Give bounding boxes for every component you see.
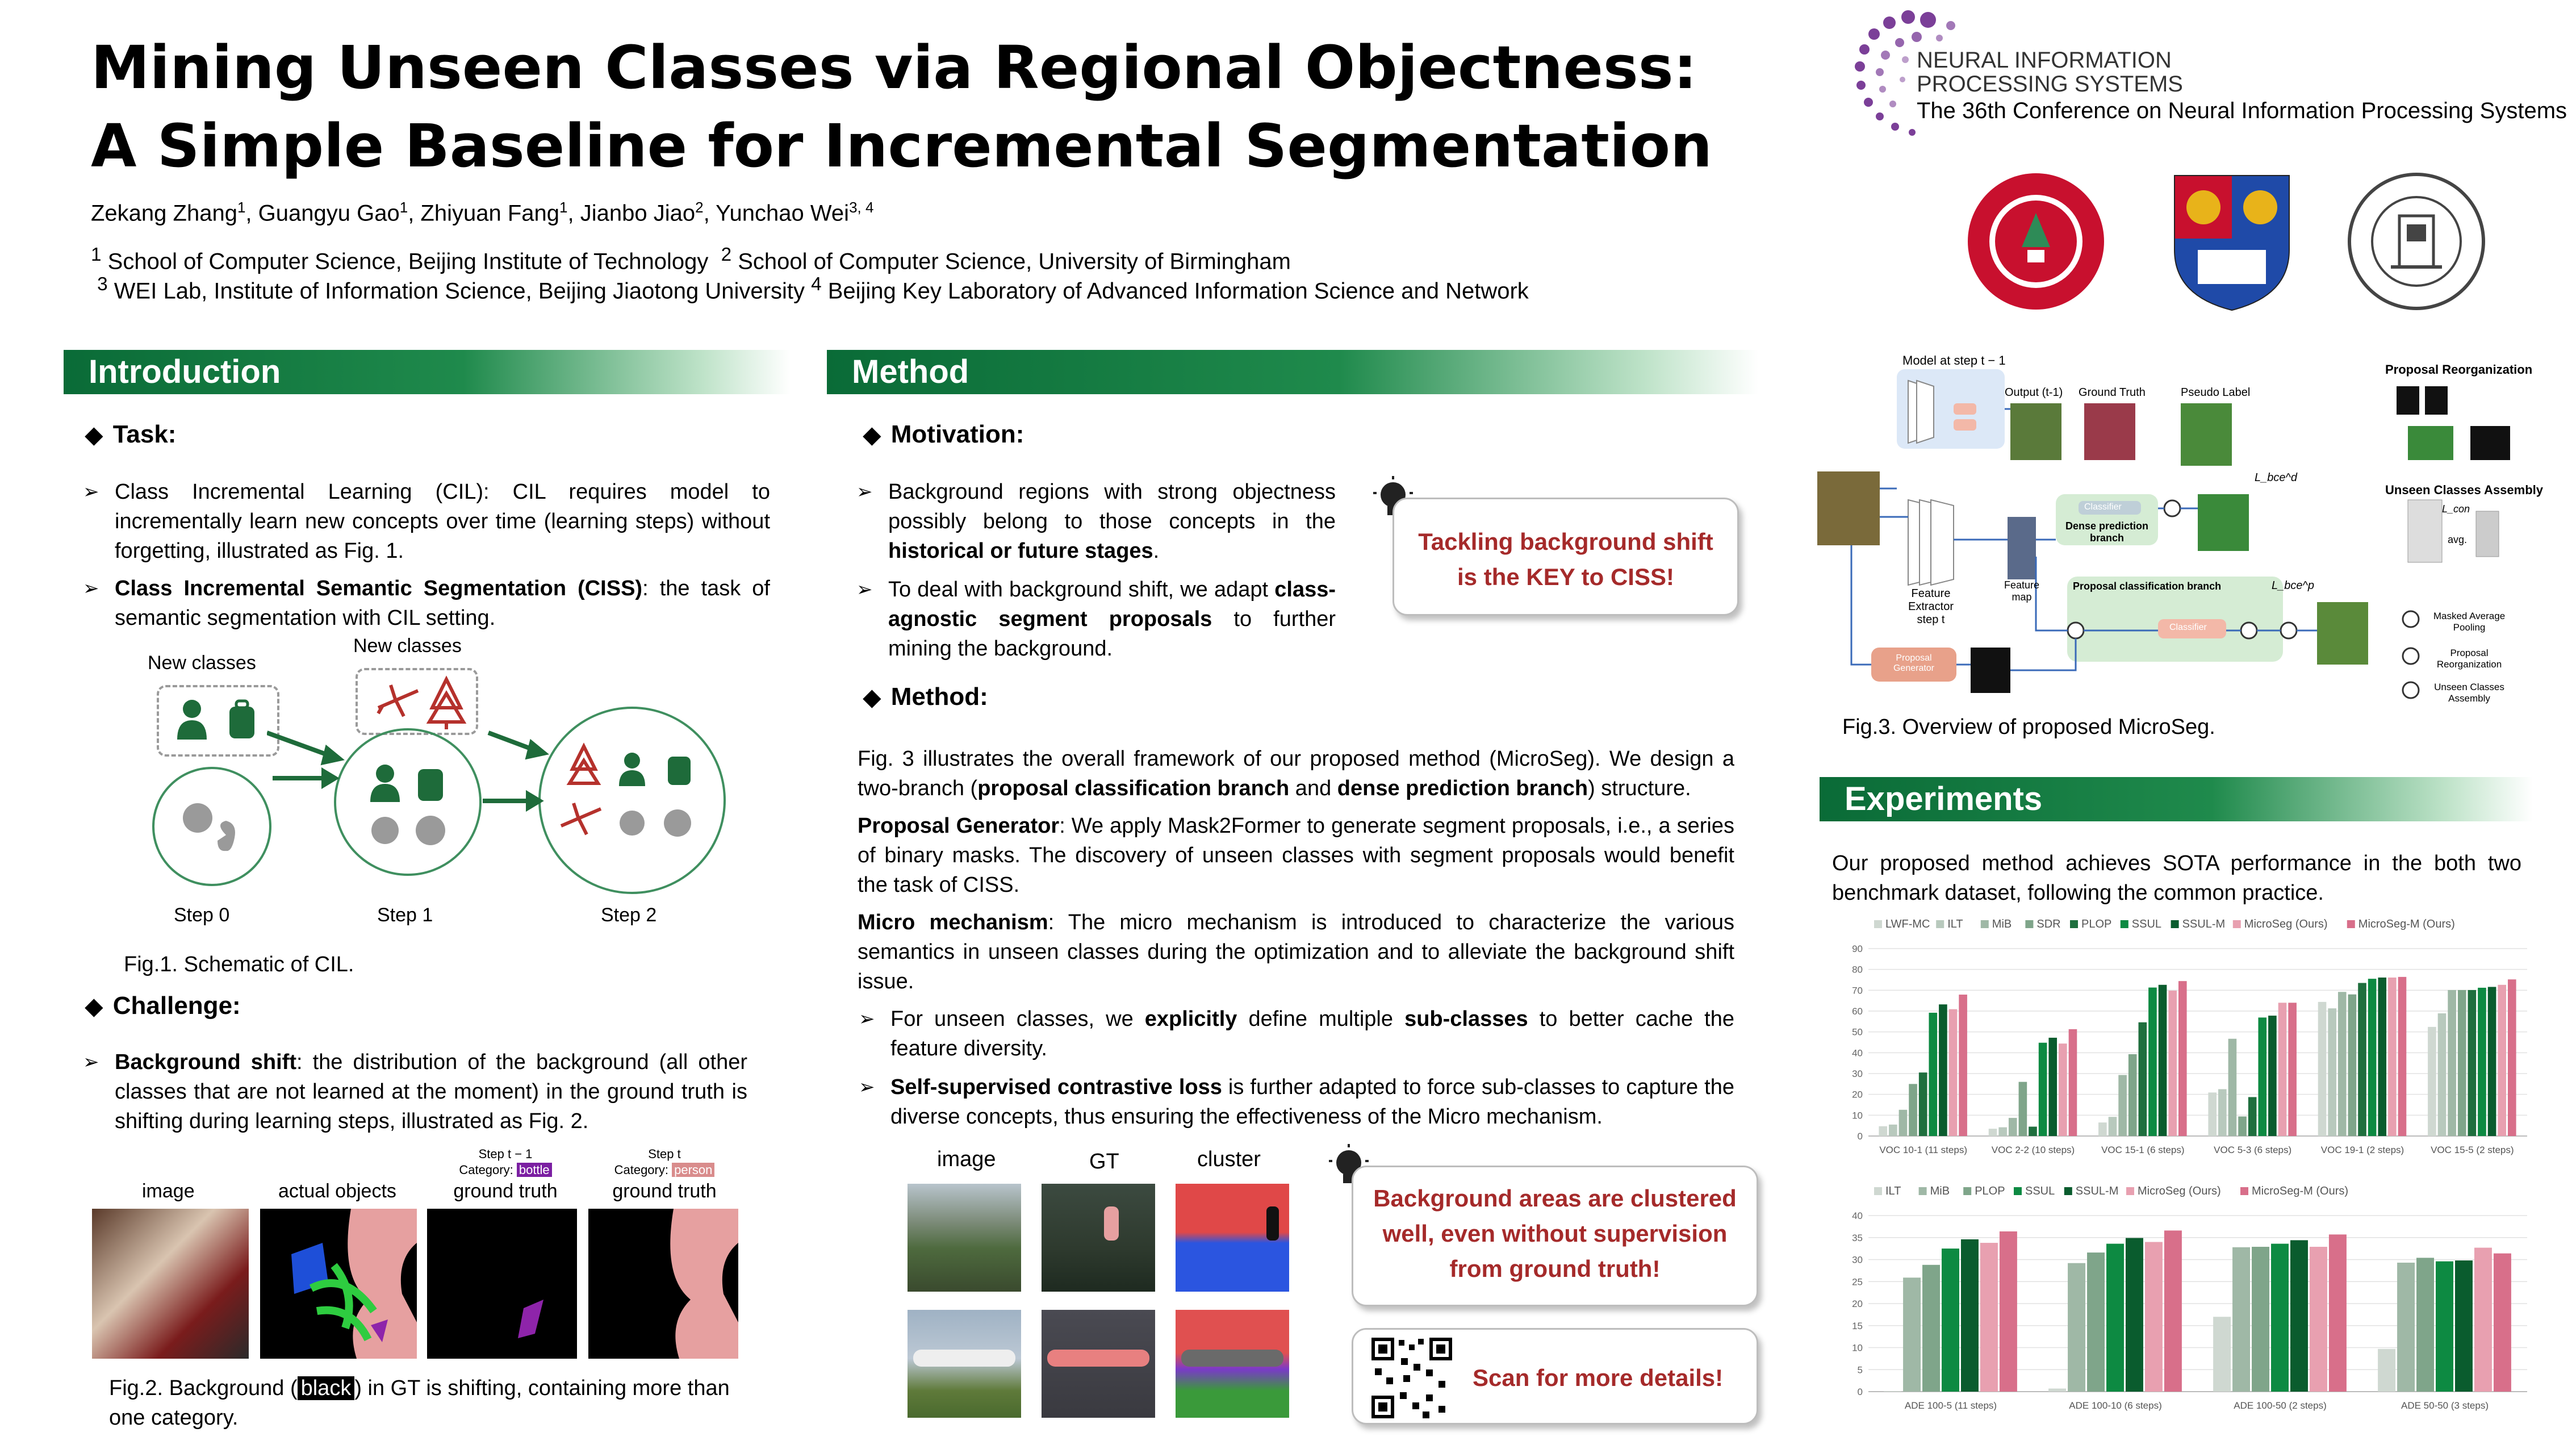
bar [1919, 1072, 1927, 1136]
affiliation-line-1: $^1$ School of Computer Science, Beijing Institute of Technology $^2$ School of Computer Science, University of Birmingham [91, 244, 1291, 274]
y-tick-label: 0 [1857, 1387, 1863, 1397]
legend-label: SSUL-M [2182, 918, 2226, 930]
bar [2290, 1240, 2308, 1392]
author-name: Guangyu Gao [258, 201, 400, 226]
bjtu-emblem-icon [2345, 170, 2487, 312]
legend-label: PLOP [2081, 918, 2112, 930]
bar [2145, 1242, 2163, 1392]
y-tick-label: 10 [1852, 1342, 1863, 1354]
bar [2448, 990, 2456, 1136]
author-affiliation-mark: 3, 4 [849, 199, 874, 216]
fig3-lcon: L_con [2442, 503, 2470, 515]
x-tick-label: VOC 5-3 (6 steps) [2214, 1145, 2292, 1155]
fig3-gt-label: Ground Truth [2079, 386, 2146, 399]
fig1-new-classes-label-2: New classes [353, 635, 462, 657]
legend-item [2233, 918, 2328, 930]
legend-label: ILT [1885, 1185, 1901, 1197]
y-tick-label: 15 [1852, 1320, 1863, 1331]
bar [2388, 978, 2397, 1136]
title-line-2: A Simple Baseline for Incremental Segmentation [91, 111, 1713, 181]
bar [2438, 1013, 2447, 1136]
legend-swatch [2064, 1187, 2072, 1195]
bar [2348, 995, 2357, 1136]
bar [2508, 979, 2516, 1136]
bar [2238, 1117, 2247, 1136]
bar [2278, 1003, 2287, 1136]
y-tick-label: 25 [1852, 1276, 1863, 1288]
fig3-legend-r: Proposal Reorganization [2436, 648, 2502, 670]
bar [2164, 1230, 2182, 1392]
bar [2458, 990, 2466, 1136]
bar [2455, 1260, 2473, 1392]
legend-item [1936, 918, 1963, 930]
legend-label: ILT [1947, 918, 1963, 930]
author-name: Jianbo Jiao [580, 201, 696, 226]
fig3-dense-branch: Dense prediction branch [2065, 520, 2149, 544]
author-affiliation-mark: 1 [399, 199, 408, 216]
legend-swatch [1874, 920, 1882, 928]
bar [2232, 1247, 2250, 1392]
y-tick-label: 70 [1852, 985, 1863, 996]
legend-item [2126, 1185, 2221, 1197]
legend-item [1963, 1185, 2005, 1197]
legend-label: MicroSeg (Ours) [2244, 918, 2328, 930]
fig2-image-label: image [142, 1180, 195, 1202]
bar [1879, 1126, 1887, 1136]
experiments-intro: Our proposed method achieves SOTA performance in the both two benchmark dataset, following the common practice. [1832, 851, 2521, 905]
bar [2248, 1097, 2257, 1136]
legend-item [1874, 1185, 1901, 1197]
cluster-img-1 [908, 1184, 1021, 1292]
legend-label: SSUL-M [2075, 1185, 2119, 1197]
method-paragraph-1: Fig. 3 illustrates the overall framework of our proposed method (MicroSeg). We design a two-branch (proposal classification branch and dense prediction branch) structure. [858, 747, 1734, 800]
legend-label: PLOP [1975, 1185, 2005, 1197]
bar [2271, 1244, 2289, 1392]
bar [2252, 1247, 2269, 1392]
author-name: Zekang Zhang [91, 201, 237, 226]
motivation-heading: ◆ Motivation: [863, 420, 1024, 448]
fig3-model-label: Model at step t − 1 [1902, 353, 2006, 368]
x-tick-label: ADE 100-50 (2 steps) [2234, 1400, 2327, 1411]
motivation-bullet-2: ➢ To deal with background shift, we adapt class-agnostic segment proposals to further mining the background. [856, 578, 1336, 661]
legend-swatch [1981, 920, 1989, 928]
legend-item [2171, 918, 2226, 930]
poster-title [91, 28, 1712, 185]
bar [2000, 1231, 2017, 1392]
bar [1884, 1391, 1901, 1392]
x-tick-label: ADE 100-10 (6 steps) [2069, 1400, 2162, 1411]
fig2-actual-objects [260, 1209, 417, 1359]
bar [1989, 1129, 1997, 1136]
fig3-proposal-generator: Proposal Generator [1893, 653, 1935, 673]
bar [2329, 1234, 2347, 1392]
legend-swatch [2025, 920, 2033, 928]
section-method-header: Method [827, 350, 1758, 394]
cluster-col-image: image [937, 1147, 996, 1171]
legend-item [2121, 918, 2161, 930]
bar [1889, 1125, 1897, 1136]
bar [2148, 988, 2157, 1136]
bar [2310, 1247, 2327, 1392]
qr-callout[interactable] [1352, 1328, 1758, 1425]
neurips-name: NEURAL INFORMATION PROCESSING SYSTEMS [1917, 48, 2183, 97]
legend-item [1919, 1185, 1950, 1197]
bar [2288, 1003, 2297, 1136]
section-introduction-header: Introduction [64, 350, 791, 394]
legend-label: MicroSeg (Ours) [2138, 1185, 2221, 1197]
bar [2488, 987, 2496, 1136]
bar [1939, 1004, 1947, 1136]
fig2-caption: Fig.2. Background ( black ) in GT is shifting, containing more than one category. [109, 1376, 730, 1430]
ball-apple-icons [152, 767, 271, 886]
bar [1909, 1084, 1917, 1136]
bar [2398, 977, 2407, 1136]
x-tick-label: VOC 10-1 (11 steps) [1879, 1145, 1967, 1155]
fig3-legend-m: Masked Average Pooling [2433, 611, 2506, 633]
fig2-gt2-label: ground truth [612, 1180, 717, 1202]
bar [1961, 1239, 1979, 1392]
bar [2087, 1252, 2105, 1392]
legend-swatch [2070, 920, 2078, 928]
fig1-new-classes-box-1 [157, 685, 279, 757]
figure-3-framework [1817, 352, 2544, 716]
cluster-gt-2 [1042, 1310, 1155, 1418]
fig2-step-t: Step t Category: person [591, 1146, 738, 1178]
bar [1998, 1128, 2007, 1136]
fig1-new-classes-box-2 [356, 668, 478, 735]
bar [2039, 1043, 2047, 1136]
method-bullet-contrastive: ➢ Self-supervised contrastive loss is further adapted to force sub-classes to capture the diverse concepts, thus ensuring the effectiveness of the Micro mechanism. [859, 1075, 1734, 1129]
bar [2019, 1082, 2027, 1136]
legend-label: MiB [1992, 918, 2012, 930]
legend-swatch [2171, 920, 2179, 928]
y-tick-label: 50 [1852, 1026, 1863, 1038]
legend-swatch [2233, 920, 2241, 928]
person-backpack-icons [157, 685, 279, 757]
challenge-bullet-1: ➢ Background shift: the distribution of the background (all other classes that are not learned at the moment) in the ground truth is shifting during learning steps, illustrated as Fig. 2. [83, 1050, 747, 1133]
bar [2428, 1027, 2436, 1136]
legend-swatch [2121, 920, 2128, 928]
legend-item [2347, 918, 2455, 930]
x-tick-label: ADE 50-50 (3 steps) [2401, 1400, 2489, 1411]
bar [2328, 1008, 2336, 1136]
fig1-step0-circle [152, 767, 271, 886]
x-tick-label: VOC 15-5 (2 steps) [2431, 1145, 2514, 1155]
bar [2318, 1002, 2327, 1136]
fig1-step2-circle [538, 707, 726, 894]
ade-results-chart [1840, 1181, 2533, 1420]
bar [1949, 1009, 1958, 1136]
bar [2048, 1389, 2066, 1392]
bar [1959, 995, 1967, 1136]
bar [2029, 1127, 2037, 1137]
bar [2468, 990, 2477, 1136]
y-tick-label: 40 [1852, 1210, 1863, 1221]
fig3-output-label: Output (t-1) [2005, 386, 2063, 399]
bar [2048, 1038, 2057, 1136]
legend-label: MiB [1930, 1185, 1950, 1197]
bit-logo [1965, 170, 2107, 312]
y-tick-label: 20 [1852, 1089, 1863, 1100]
bar [2098, 1122, 2107, 1136]
fig2-gt1-label: ground truth [453, 1180, 558, 1202]
author-list: Zekang Zhang$^1$, Guangyu Gao$^1$, Zhiyuan Fang$^1$, Jianbo Jiao$^2$, Yunchao Wei$^{3, 4}$ [91, 199, 874, 226]
author-name: Yunchao Wei [716, 201, 850, 226]
legend-swatch [2126, 1187, 2134, 1195]
bar [2258, 1017, 2266, 1136]
bar [2213, 1317, 2231, 1392]
bar [2474, 1248, 2492, 1392]
bar [1922, 1265, 1940, 1392]
y-tick-label: 30 [1852, 1254, 1863, 1266]
bar [2268, 1016, 2277, 1136]
birmingham-shield-icon [2169, 170, 2294, 312]
legend-label: LWF-MC [1885, 918, 1930, 930]
bjtu-logo [2345, 170, 2487, 312]
bar [2126, 1238, 2143, 1392]
bar [2436, 1262, 2453, 1392]
legend-swatch [2347, 920, 2355, 928]
legend-swatch [1919, 1187, 1927, 1195]
bar [2118, 1075, 2127, 1136]
x-tick-label: VOC 19-1 (2 steps) [2320, 1145, 2404, 1155]
qr-callout-text: Scan for more details! [1473, 1364, 1724, 1391]
legend-item [2064, 1185, 2119, 1197]
bar [2494, 1254, 2511, 1392]
bar [1899, 1110, 1908, 1136]
fig3-loss-proposal: L_bce^p [2272, 579, 2314, 592]
fig3-loss-dense: L_bce^d [2255, 471, 2297, 484]
fig3-avg: avg. [2448, 534, 2468, 545]
legend-label: MicroSeg-M (Ours) [2252, 1185, 2349, 1197]
fig2-caption-black: black [298, 1376, 355, 1400]
bar [1929, 1013, 1937, 1136]
y-tick-label: 5 [1857, 1364, 1863, 1376]
y-tick-label: 0 [1857, 1131, 1863, 1142]
fig1-new-classes-label-1: New classes [148, 652, 256, 674]
conference-full-name: The 36th Conference on Neural Information Processing Systems [1917, 98, 2567, 123]
fig1-caption: Fig.1. Schematic of CIL. [124, 953, 354, 976]
fig3-classifier-1: Classifier [2084, 502, 2122, 512]
y-tick-label: 40 [1852, 1047, 1863, 1059]
bar [2208, 1092, 2217, 1136]
method-paragraph-2: Proposal Generator: We apply Mask2Former to generate segment proposals, i.e., a series of binary masks. The discovery of unseen classes with segment proposals would benefit the task of CISS. [858, 814, 1735, 897]
legend-label: SSUL [2025, 1185, 2055, 1197]
fig2-objects-label: actual objects [278, 1180, 396, 1202]
fig3-assembly-label: Unseen Classes Assembly [2385, 483, 2543, 497]
fig3-pseudo-label: Pseudo Label [2181, 386, 2251, 399]
legend-swatch [2240, 1187, 2248, 1195]
method-heading: ◆ Method: [863, 683, 988, 711]
author-name: Zhiyuan Fang [420, 201, 560, 226]
y-tick-label: 10 [1852, 1110, 1863, 1121]
method-paragraph-3: Micro mechanism: The micro mechanism is introduced to characterize the various semantics in unseen classes during the optimization and to alleviate the background shift issue. [858, 911, 1734, 993]
fig2-ground-truth-2 [588, 1209, 738, 1359]
bit-emblem-icon [1965, 170, 2107, 312]
x-tick-label: VOC 15-1 (6 steps) [2101, 1145, 2185, 1155]
bar [2218, 1089, 2227, 1137]
motivation-bullet-1: ➢ Background regions with strong objectness possibly belong to those concepts in the historical or future stages. [856, 480, 1336, 563]
author-affiliation-mark: 2 [695, 199, 704, 216]
bar [2106, 1244, 2124, 1392]
bar [2059, 1043, 2067, 1136]
fig3-reorg-label: Proposal Reorganization [2385, 362, 2533, 377]
bar [2368, 979, 2377, 1136]
task-bullet-2: ➢ Class Incremental Semantic Segmentation (CISS): the task of semantic segmentation with CIL setting. [83, 577, 770, 630]
fig2-step-t-1: Step t − 1 Category: bottle [432, 1146, 579, 1178]
fig3-feature-map: Feature map [2004, 579, 2040, 603]
fig3-feature-extractor: Feature Extractor step t [1908, 587, 1954, 626]
cluster-col-gt: GT [1089, 1150, 1119, 1174]
fig3-legend-p: Unseen Classes Assembly [2434, 682, 2504, 704]
fig1-step1-label: Step 1 [377, 904, 433, 926]
challenge-heading: ◆ Challenge: [85, 992, 241, 1020]
x-tick-label: VOC 2-2 (10 steps) [1991, 1145, 2075, 1155]
cluster-gt-1 [1042, 1184, 1155, 1292]
legend-swatch [1936, 920, 1944, 928]
y-tick-label: 20 [1852, 1298, 1863, 1309]
bar [2109, 1117, 2117, 1136]
cluster-map-1 [1176, 1184, 1289, 1292]
bar [2168, 991, 2177, 1136]
bar [2338, 992, 2347, 1136]
fig3-proposal-branch: Proposal classification branch [2073, 581, 2222, 592]
bar [2378, 1349, 2395, 1392]
bar [2178, 981, 2187, 1136]
fig2-photo [92, 1209, 249, 1359]
task-bullet-1: ➢ Class Incremental Learning (CIL): CIL requires model to incrementally learn new concepts over time (learning steps) without forgetting, illustrated as Fig. 1. [83, 480, 770, 563]
step2-icons [538, 707, 726, 894]
legend-label: MicroSeg-M (Ours) [2358, 918, 2455, 930]
y-tick-label: 90 [1852, 943, 1863, 954]
callout-key-to-ciss: Tackling background shift is the KEY to CISS! [1392, 498, 1739, 616]
fig3-caption: Fig.3. Overview of proposed MicroSeg. [1842, 715, 2215, 739]
bar [2378, 978, 2386, 1136]
legend-item [2014, 1185, 2055, 1197]
bar [2498, 985, 2506, 1136]
bar [2478, 988, 2486, 1136]
x-tick-label: ADE 100-5 (11 steps) [1904, 1400, 1997, 1411]
bar [2069, 1029, 2077, 1136]
neurips-logo [1849, 3, 2567, 145]
legend-swatch [2014, 1187, 2022, 1195]
bar [1942, 1248, 1959, 1392]
bar [2416, 1258, 2434, 1392]
bar [2358, 983, 2366, 1137]
legend-item [1874, 918, 1930, 930]
bar [2159, 985, 2167, 1136]
bar [2397, 1263, 2415, 1392]
fig2-ground-truth-1 [427, 1209, 577, 1359]
fig2-category-bottle: bottle [517, 1163, 552, 1177]
callout-background-clustered: Background areas are clustered well, even without supervision from ground truth! [1352, 1166, 1758, 1306]
legend-item [2070, 918, 2111, 930]
affiliation-line-2: $^3$ WEI Lab, Institute of Information Science, Beijing Jiaotong University $^4$ Beijing Key Laboratory of Advanced Information Science and Network [97, 274, 1529, 304]
bar [2009, 1118, 2017, 1136]
voc-results-chart [1840, 915, 2533, 1164]
fig2-category-person: person [672, 1163, 714, 1177]
task-heading: ◆ Task: [85, 420, 177, 448]
section-experiments-header: Experiments [1820, 777, 2533, 821]
bar [2068, 1263, 2085, 1392]
y-tick-label: 80 [1852, 964, 1863, 975]
fig1-step2-label: Step 2 [601, 904, 657, 926]
bar [2228, 1039, 2237, 1136]
cluster-img-2 [908, 1310, 1021, 1418]
y-tick-label: 60 [1852, 1006, 1863, 1017]
legend-label: SDR [2036, 918, 2061, 930]
author-affiliation-mark: 1 [559, 199, 568, 216]
legend-item [2240, 1185, 2348, 1197]
method-bullet-subclasses: ➢ For unseen classes, we explicitly define multiple sub-classes to better cache the feature diversity. [859, 1007, 1734, 1060]
birmingham-logo [2169, 170, 2294, 312]
y-tick-label: 30 [1852, 1068, 1863, 1079]
legend-item [2025, 918, 2060, 930]
bar [1903, 1277, 1921, 1392]
fig1-arrows [267, 727, 562, 829]
author-affiliation-mark: 1 [237, 199, 246, 216]
legend-swatch [1874, 1187, 1882, 1195]
bar [2139, 1022, 2147, 1136]
bar [2128, 1054, 2137, 1136]
bar [1980, 1243, 1998, 1392]
qr-code-icon[interactable] [1369, 1335, 1454, 1421]
legend-swatch [1963, 1187, 1971, 1195]
legend-label: SSUL [2131, 918, 2162, 930]
airplane-tree-icons [356, 668, 478, 735]
y-tick-label: 35 [1852, 1232, 1863, 1243]
title-line-1: Mining Unseen Classes via Regional Objectness: [91, 33, 1697, 102]
fig1-step0-label: Step 0 [174, 904, 230, 926]
cluster-map-2 [1176, 1310, 1289, 1418]
fig3-classifier-2: Classifier [2169, 623, 2207, 632]
legend-item [1981, 918, 2012, 930]
cluster-col-cluster: cluster [1197, 1147, 1261, 1171]
